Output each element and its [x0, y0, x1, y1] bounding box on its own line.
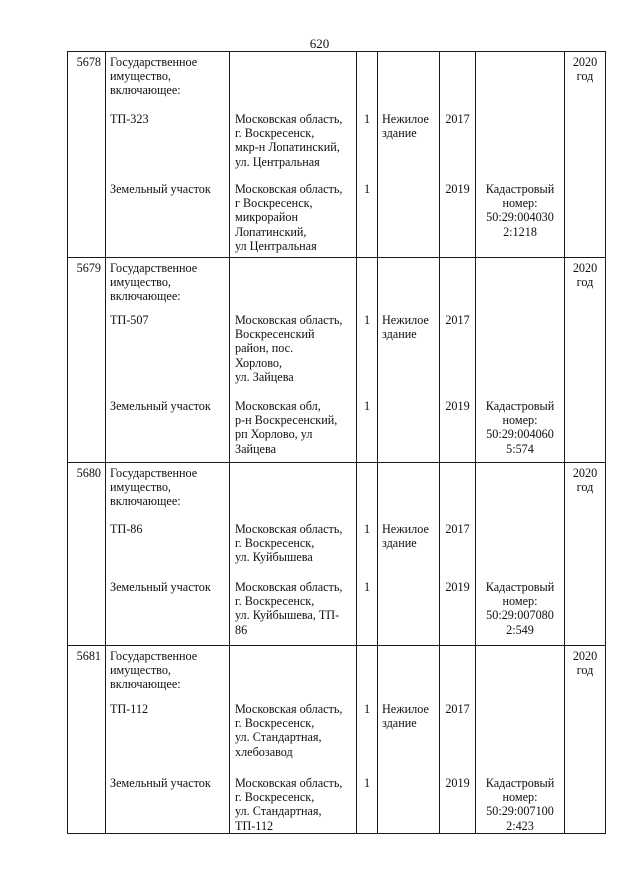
object-note-blank [476, 646, 564, 699]
object-year-blank [440, 646, 475, 699]
plan-year: 2020 год [572, 649, 598, 678]
object-year-blank [440, 52, 475, 109]
plan-year-cell [565, 258, 606, 463]
object-type-blank [378, 646, 439, 699]
year-cell [440, 52, 476, 258]
entry-number-cell [68, 52, 106, 258]
page-number: 620 [309, 36, 330, 51]
object-type-blank [378, 258, 439, 310]
property-registry-table [67, 51, 606, 834]
entry-number-cell [68, 463, 106, 646]
group-title: Государственное имущество, включающее: [110, 649, 198, 692]
object-type [378, 577, 439, 645]
plan-year: 2020 год [572, 466, 598, 495]
note-cell [476, 52, 565, 258]
note-cell [476, 258, 565, 463]
object-type: Нежилое здание [382, 313, 429, 342]
object-type-blank [378, 463, 439, 519]
object-quantity-blank [357, 646, 377, 699]
object-name: ТП-112 [110, 702, 149, 716]
object-note [476, 310, 564, 396]
object-address-blank [230, 52, 356, 109]
type-cell [378, 52, 440, 258]
entry-number-cell [68, 258, 106, 463]
object-name: ТП-323 [110, 112, 149, 126]
object-year: 2019 [445, 182, 470, 196]
group-title: Государственное имущество, включающее: [110, 55, 198, 98]
object-name-cell [106, 646, 230, 834]
address-cell [230, 52, 357, 258]
quantity-cell [357, 52, 378, 258]
object-address: Московская область, г. Воскресенск, мкр-н Лопатинский, ул. Центральная [235, 112, 343, 169]
entry-number: 5679 [76, 261, 101, 275]
object-quantity-blank [357, 258, 377, 310]
object-address: Московская обл, р-н Воскресенский, рп Хорлово, ул Зайцева [235, 399, 338, 456]
object-type-blank [378, 52, 439, 109]
object-year: 2019 [445, 776, 470, 790]
object-note-blank [476, 258, 564, 310]
object-address-blank [230, 258, 356, 310]
object-year: 2017 [445, 313, 470, 327]
object-quantity: 1 [363, 702, 371, 716]
group-title: Государственное имущество, включающее: [110, 261, 198, 304]
object-type: Нежилое здание [382, 702, 429, 731]
type-cell [378, 646, 440, 834]
object-type: Нежилое здание [382, 522, 429, 551]
entry-number: 5681 [76, 649, 101, 663]
plan-year-cell [565, 463, 606, 646]
object-quantity: 1 [363, 313, 371, 327]
registry-entry [68, 52, 606, 258]
object-address: Московская область, г Воскресенск, микрорайон Лопатинский, ул Центральная [235, 182, 343, 253]
object-name-cell [106, 258, 230, 463]
entry-number-cell [68, 646, 106, 834]
quantity-cell [357, 646, 378, 834]
object-address: Московская область, г. Воскресенск, ул. Куйбышева [235, 522, 343, 565]
object-note [476, 109, 564, 179]
object-name-cell [106, 463, 230, 646]
plan-year-cell [565, 646, 606, 834]
type-cell [378, 258, 440, 463]
quantity-cell [357, 463, 378, 646]
object-note: Кадастровый номер: 50:29:004060 5:574 [485, 399, 555, 456]
object-year-blank [440, 258, 475, 310]
object-name-cell [106, 52, 230, 258]
year-cell [440, 463, 476, 646]
object-note [476, 699, 564, 773]
object-note: Кадастровый номер: 50:29:007080 2:549 [485, 580, 555, 637]
note-cell [476, 646, 565, 834]
address-cell [230, 463, 357, 646]
plan-year: 2020 год [572, 261, 598, 290]
object-address: Московская область, Воскресенский район, пос. Хорлово, ул. Зайцева [235, 313, 343, 384]
object-note-blank [476, 463, 564, 519]
note-cell [476, 463, 565, 646]
object-note: Кадастровый номер: 50:29:007100 2:423 [485, 776, 555, 833]
object-note-blank [476, 52, 564, 109]
object-name: Земельный участок [110, 399, 211, 413]
object-quantity: 1 [363, 182, 371, 196]
entry-number: 5680 [76, 466, 101, 480]
object-name: Земельный участок [110, 182, 211, 196]
type-cell [378, 463, 440, 646]
object-note [476, 519, 564, 577]
object-address: Московская область, г. Воскресенск, ул. Стандартная, хлебозавод [235, 702, 343, 759]
object-type [378, 773, 439, 833]
object-year: 2017 [445, 522, 470, 536]
address-cell [230, 646, 357, 834]
object-year: 2019 [445, 399, 470, 413]
object-quantity-blank [357, 52, 377, 109]
quantity-cell [357, 258, 378, 463]
object-type: Нежилое здание [382, 112, 429, 141]
object-quantity-blank [357, 463, 377, 519]
object-name: ТП-86 [110, 522, 143, 536]
object-address-blank [230, 463, 356, 519]
object-quantity: 1 [363, 776, 371, 790]
object-year: 2017 [445, 702, 470, 716]
registry-entry [68, 258, 606, 463]
object-quantity: 1 [363, 522, 371, 536]
year-cell [440, 258, 476, 463]
registry-entry [68, 646, 606, 834]
object-address-blank [230, 646, 356, 699]
entry-number: 5678 [76, 55, 101, 69]
object-name: Земельный участок [110, 580, 211, 594]
plan-year-cell [565, 52, 606, 258]
object-name: ТП-507 [110, 313, 149, 327]
object-quantity: 1 [363, 112, 371, 126]
address-cell [230, 258, 357, 463]
object-year: 2019 [445, 580, 470, 594]
object-address: Московская область, г. Воскресенск, ул. Куйбышева, ТП- 86 [235, 580, 343, 637]
object-year-blank [440, 463, 475, 519]
object-type [378, 396, 439, 462]
year-cell [440, 646, 476, 834]
group-title: Государственное имущество, включающее: [110, 466, 198, 509]
object-year: 2017 [445, 112, 470, 126]
object-type [378, 179, 439, 257]
registry-entry [68, 463, 606, 646]
object-name: Земельный участок [110, 776, 211, 790]
object-address: Московская область, г. Воскресенск, ул. Стандартная, ТП-112 [235, 776, 343, 833]
object-quantity: 1 [363, 580, 371, 594]
object-note: Кадастровый номер: 50:29:004030 2:1218 [485, 182, 555, 239]
plan-year: 2020 год [572, 55, 598, 84]
object-quantity: 1 [363, 399, 371, 413]
